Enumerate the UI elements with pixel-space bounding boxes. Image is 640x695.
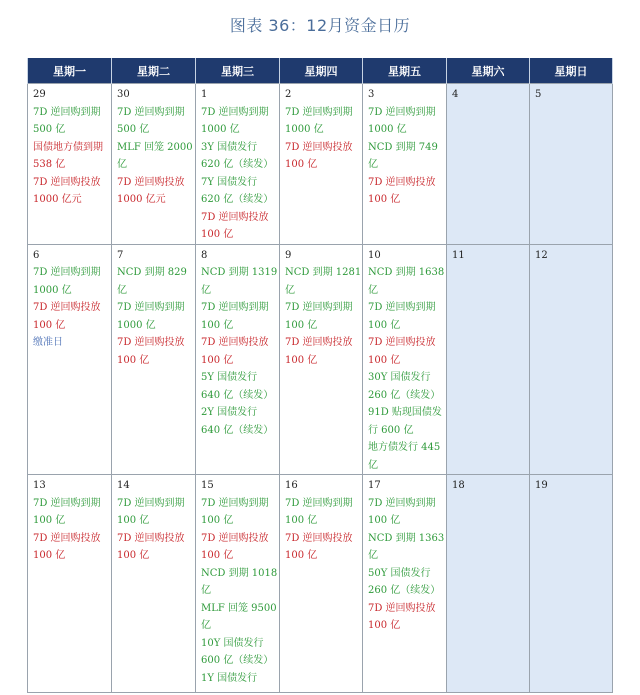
header-row <box>28 58 613 84</box>
day-cell <box>363 244 447 475</box>
day-cell <box>530 84 613 245</box>
day-cell <box>447 84 530 245</box>
day-cell <box>363 475 447 693</box>
event-line: NCD 到期 829 <box>117 267 187 278</box>
event-line: 7D 逆回购到期 <box>201 497 269 509</box>
event-line: 100 亿 <box>285 319 318 331</box>
day-cell <box>447 475 530 693</box>
event-line: 7D 逆回购投放 <box>368 602 436 614</box>
day-cell <box>447 244 530 475</box>
event-line: 亿 <box>201 585 211 596</box>
day-number: 2 <box>285 89 292 100</box>
day-number: 4 <box>452 89 459 100</box>
event-line: 亿 <box>201 284 211 296</box>
event-line: 亿 <box>201 620 211 631</box>
day-number: 16 <box>285 480 298 491</box>
day-number: 19 <box>535 480 548 491</box>
event-line: 100 亿 <box>117 515 150 526</box>
event-line: 100 亿 <box>33 550 66 561</box>
day-number: 10 <box>368 249 381 261</box>
event-line: 1000 亿元 <box>33 194 82 205</box>
event-line: 260 亿（续发） <box>368 585 441 596</box>
event-line: 100 亿 <box>285 515 318 526</box>
event-line: 亿 <box>368 159 378 170</box>
event-line: MLF 回笼 9500 <box>201 602 277 614</box>
day-number: 9 <box>285 249 292 261</box>
event-line: 100 亿 <box>285 550 318 561</box>
day-number: 15 <box>201 480 214 491</box>
event-line: NCD 到期 1018 <box>201 567 278 579</box>
event-line: 7D 逆回购投放 <box>33 532 101 544</box>
day-number: 6 <box>33 249 40 261</box>
event-line: 1000 亿 <box>201 124 240 135</box>
event-line: 500 亿 <box>33 124 66 135</box>
event-line: 100 亿 <box>33 515 66 526</box>
event-line: 7D 逆回购投放 <box>201 211 269 223</box>
event-line: 100 亿 <box>368 620 401 631</box>
day-cell <box>28 244 112 475</box>
day-cell <box>196 475 280 693</box>
day-cell <box>196 244 280 475</box>
event-line: 1000 亿 <box>117 319 156 331</box>
event-line: 100 亿 <box>201 515 234 526</box>
event-line: 100 亿 <box>117 550 150 561</box>
day-number: 8 <box>201 249 208 261</box>
event-line: 7D 逆回购到期 <box>33 267 101 278</box>
day-cell <box>280 84 363 245</box>
day-cell <box>530 244 613 475</box>
event-line: 500 亿 <box>117 124 150 135</box>
event-line: 640 亿（续发） <box>201 389 274 401</box>
event-line: 亿 <box>368 550 378 561</box>
event-line: 100 亿 <box>201 319 234 331</box>
event-line: 7D 逆回购投放 <box>117 337 185 348</box>
event-line: 亿 <box>368 459 378 471</box>
event-line: 亿 <box>117 284 127 296</box>
event-line: 100 亿 <box>285 354 318 366</box>
event-line: 7D 逆回购投放 <box>285 532 353 544</box>
day-cell <box>280 475 363 693</box>
event-line: 7D 逆回购到期 <box>201 106 269 118</box>
event-line: 5Y 国债发行 <box>201 372 258 383</box>
event-line: 地方债发行 445 <box>368 442 441 453</box>
event-line: NCD 到期 749 <box>368 141 438 153</box>
day-cell <box>280 244 363 475</box>
day-cell <box>530 475 613 693</box>
day-number: 1 <box>201 89 208 100</box>
event-line: 7D 逆回购到期 <box>285 497 353 509</box>
week-row <box>28 84 613 245</box>
day-number: 11 <box>452 249 465 261</box>
event-line: 7D 逆回购投放 <box>201 337 269 348</box>
header-tuesday: 星期二 <box>112 58 196 84</box>
day-number: 13 <box>33 480 46 491</box>
header-thursday: 星期四 <box>280 58 363 84</box>
event-line: 100 亿 <box>368 194 401 205</box>
event-line: 行 600 亿 <box>368 424 414 436</box>
header-wednesday: 星期三 <box>196 58 280 84</box>
event-line: NCD 到期 1363 <box>368 532 445 544</box>
day-cell <box>28 84 112 245</box>
day-number: 18 <box>452 480 465 491</box>
event-line: 100 亿 <box>117 354 150 366</box>
event-line: 640 亿（续发） <box>201 424 274 436</box>
event-line: 100 亿 <box>33 319 66 331</box>
day-number: 5 <box>535 89 542 100</box>
week-row <box>28 244 613 475</box>
week-row <box>28 475 613 693</box>
event-line: 7D 逆回购投放 <box>33 176 101 188</box>
day-cell <box>112 475 196 693</box>
event-line: 50Y 国债发行 <box>368 567 431 579</box>
day-number: 7 <box>117 249 124 261</box>
event-line: 30Y 国债发行 <box>368 372 431 383</box>
event-line: 7D 逆回购投放 <box>33 302 101 313</box>
day-cell <box>28 475 112 693</box>
event-line: 600 亿（续发） <box>201 655 274 666</box>
header-friday: 星期五 <box>363 58 447 84</box>
event-line: 1Y 国债发行 <box>201 672 258 684</box>
day-cell <box>112 244 196 475</box>
event-line: 亿 <box>368 284 378 296</box>
header-saturday: 星期六 <box>447 58 530 84</box>
day-number: 3 <box>368 89 375 100</box>
calendar-table <box>27 58 613 693</box>
event-line: 7D 逆回购到期 <box>368 302 436 313</box>
event-line: 91D 贴现国债发 <box>368 407 442 418</box>
page-title: 图表 36：12月资金日历 <box>229 16 411 35</box>
day-cell <box>196 84 280 245</box>
event-line: 7D 逆回购到期 <box>285 106 353 118</box>
event-line: MLF 回笼 2000 <box>117 141 193 153</box>
event-line: 7D 逆回购到期 <box>33 497 101 509</box>
event-line: 100 亿 <box>201 354 234 366</box>
day-number: 29 <box>33 89 46 100</box>
event-line: 7D 逆回购到期 <box>33 106 101 118</box>
event-line: 1000 亿 <box>368 124 407 135</box>
event-line: 7D 逆回购投放 <box>117 532 185 544</box>
event-line: 7D 逆回购投放 <box>368 337 436 348</box>
event-line: 538 亿 <box>33 159 66 170</box>
event-line: 7D 逆回购到期 <box>117 302 185 313</box>
day-number: 17 <box>368 480 381 491</box>
header-monday: 星期一 <box>28 58 112 84</box>
event-line: 10Y 国债发行 <box>201 637 264 649</box>
event-line: 7D 逆回购到期 <box>368 106 436 118</box>
event-line: 1000 亿 <box>285 124 324 135</box>
event-line: 7D 逆回购到期 <box>368 497 436 509</box>
day-number: 30 <box>117 89 130 100</box>
event-line: 100 亿 <box>201 550 234 561</box>
event-line: 缴准日 <box>33 337 63 348</box>
event-line: 国债地方债到期 <box>33 141 103 153</box>
event-line: NCD 到期 1281 <box>285 267 362 278</box>
event-line: 100 亿 <box>285 159 318 170</box>
event-line: 7D 逆回购投放 <box>117 176 185 188</box>
event-line: 7D 逆回购到期 <box>285 302 353 313</box>
event-line: 100 亿 <box>368 354 401 366</box>
event-line: 100 亿 <box>201 229 234 240</box>
header-sunday: 星期日 <box>530 58 613 84</box>
event-line: 3Y 国债发行 <box>201 141 258 153</box>
event-line: NCD 到期 1319 <box>201 267 278 278</box>
event-line: 100 亿 <box>368 319 401 331</box>
event-line: 7D 逆回购到期 <box>117 497 185 509</box>
event-line: 620 亿（续发） <box>201 194 274 205</box>
event-line: 2Y 国债发行 <box>201 407 258 418</box>
event-line: 7Y 国债发行 <box>201 176 258 188</box>
event-line: 7D 逆回购投放 <box>368 176 436 188</box>
day-cell <box>363 84 447 245</box>
event-line: 亿 <box>285 284 295 296</box>
event-line: NCD 到期 1638 <box>368 267 445 278</box>
event-line: 260 亿（续发） <box>368 389 441 401</box>
event-line: 1000 亿元 <box>117 194 166 205</box>
event-line: 7D 逆回购投放 <box>285 141 353 153</box>
day-cell <box>112 84 196 245</box>
event-line: 1000 亿 <box>33 284 72 296</box>
day-number: 12 <box>535 249 548 261</box>
event-line: 亿 <box>117 159 127 170</box>
event-line: 7D 逆回购到期 <box>117 106 185 118</box>
day-number: 14 <box>117 480 130 491</box>
event-line: 100 亿 <box>368 515 401 526</box>
event-line: 7D 逆回购投放 <box>201 532 269 544</box>
event-line: 7D 逆回购到期 <box>201 302 269 313</box>
event-line: 7D 逆回购投放 <box>285 337 353 348</box>
event-line: 620 亿（续发） <box>201 159 274 170</box>
